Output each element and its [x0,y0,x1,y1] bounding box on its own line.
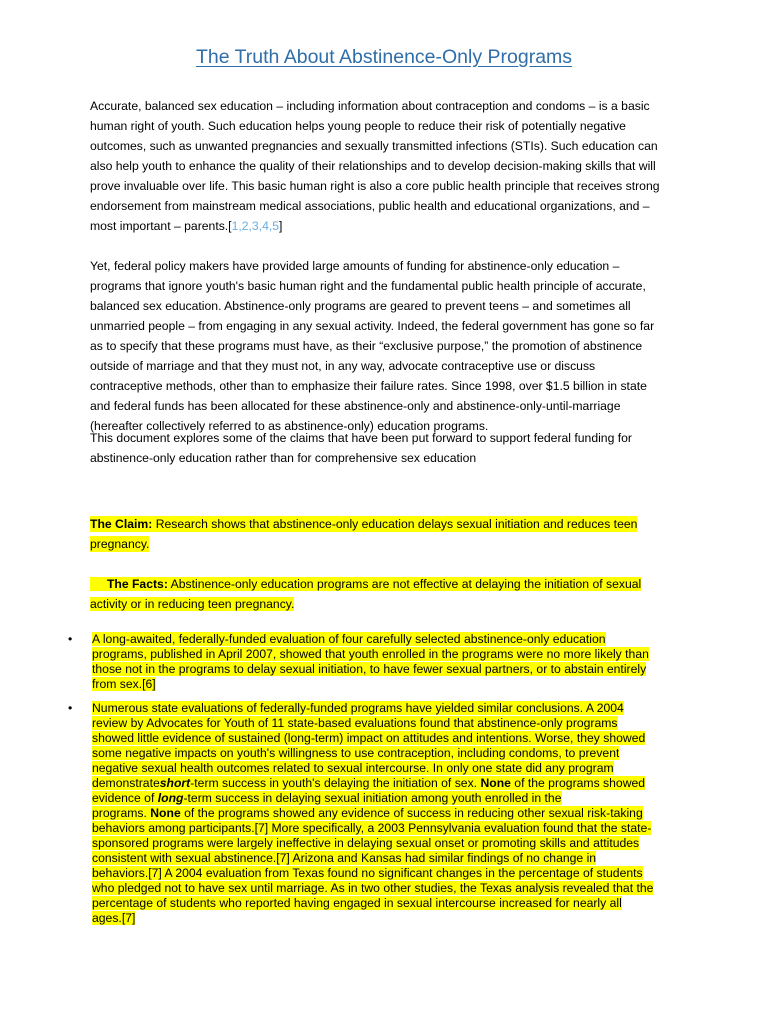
paragraph-scope: This document explores some of the claims that have been put forward to support federal funding for abstinence-only education rather than for comprehensive sex education [90,431,632,465]
citation-link[interactable]: 1,2,3,4,5 [231,219,280,233]
paragraph-funding: Yet, federal policy makers have provided large amounts of funding for abstinence-only education – programs that ignore youth's basic human right and the fundamental public health principle of accurate, balanced sex education. Abstinence-only programs are geared to prevent teens – and sometimes all unmarried people – from engaging in any sexual activity. Indeed, the federal government has gone so far as to specify that these programs must have, as their “exclusive purpose,” the promotion of abstinence outside of marriage and that they must not, in any way, advocate contraceptive use or discuss contraceptive methods, other than to emphasize their failure rates. Since 1998, over $1.5 billion in state and federal funds has been allocated for these abstinence-only and abstinence-only-until-marriage (hereafter collectively referred to as abstinence-only) education programs. [90,259,655,433]
document-page: The Truth About Abstinence-Only Programs Accurate, balanced sex education – including information about contraception and condoms – is a basic human right of youth. Such education helps young people to reduce their risk of potentially negative outcomes, such as unwanted pregnancies and sexually transmitted infections (STIs). Such education can also help youth to enhance the quality of their relationships and to develop decision-making skills that will prove invaluable over life. This basic human right is also a core public health principle that receives strong endorsement from mainstream medical associations, public health and educational organizations, and – most important – parents.[1,2,3,4,5] Yet, federal policy makers have provided large amounts of funding for abstinence-only education – programs that ignore youth's basic human right and the fundamental public health principle of accurate, balanced sex education. Abstinence-only programs are geared to prevent teens – and sometimes all unmarried people – from engaging in any sexual activity. Indeed, the federal government has gone so far as to specify that these programs must have, as their “exclusive purpose,” the promotion of abstinence outside of marriage and that they must not, in any way, advocate contraceptive use or discuss contraceptive methods, other than to emphasize their failure rates. Since 1998, over $1.5 billion in state and federal funds has been allocated for these abstinence-only and abstinence-only-until-marriage (hereafter collectively referred to as abstinence-only) education programs. This document explores some of the claims that have been put forward to support federal funding for abstinence-only education rather than for comprehensive sex education The Claim: Research shows that abstinence-only education delays sexual initiation and reduces teen pregnancy. The Facts: Abstinence-only education programs are not effective at delaying the initiation of sexual activity or in reducing teen pregnancy. • A long-awaited, federally-funded evaluation of four carefully selected abstinence-only education programs, published in April 2007, showed that youth enrolled in the programs were no more likely than those not in the programs to delay sexual initiation, to have fewer sexual partners, or to abstain entirely from sex.[6] • Numerous state evaluations of federally-funded programs have yielded similar conclusions. A 2004 review by Advocates for Youth of 11 state-based evaluations found that abstinence-only programs showed little evidence of sustained (long-term) impact on attitudes and intentions. Worse, they showed some negative impacts on youth's willingness to use contraception, including condoms, to prevent negative sexual health outcomes related to sexual intercourse. In only one state did any program demonstrateshort-term success in youth's delaying the initiation of sex. None of the programs showed evidence of long-term success in delaying sexual initiation among youth enrolled in the programs. None of the programs showed any evidence of success in reducing other sexual risk-taking behaviors among participants.[7] More specifically, a 2003 Pennsylvania evaluation found that the state- sponsored programs were largely ineffective in delaying sexual onset or promoting skills and attitudes consistent with sexual abstinence.[7] Arizona and Kansas had similar findings of no change in behaviors.[7] A 2004 evaluation from Texas found no significant changes in the percentage of students who pledged not to have sex until marriage. As in two other studies, the Texas analysis revealed that the percentage of students who reported having engaged in sexual intercourse increased for nearly all ages.[7] [0,0,768,1024]
bullet-icon: • [68,701,73,715]
bullet-icon: • [68,632,73,646]
claim-block: The Claim: Research shows that abstinence-only education delays sexual initiation and reduces teen pregnancy. [90,517,638,551]
page-title: The Truth About Abstinence-Only Programs [195,46,573,68]
facts-label: The Facts: [106,577,168,591]
paragraph-intro: Accurate, balanced sex education – including information about contraception and condoms – is a basic human right of youth. Such education helps young people to reduce their risk of potentially negative outcomes, such as unwanted pregnancies and sexually transmitted infections (STIs). Such education can also help youth to enhance the quality of their relationships and to develop decision-making skills that will prove invaluable over life. This basic human right is also a core public health principle that receives strong endorsement from mainstream medical associations, public health and educational organizations, and – most important – parents.[1,2,3,4,5] [90,99,660,233]
facts-block: The Facts: Abstinence-only education programs are not effective at delaying the initiation of sexual activity or in reducing teen pregnancy. [90,577,642,611]
claim-label: The Claim: [90,517,153,531]
